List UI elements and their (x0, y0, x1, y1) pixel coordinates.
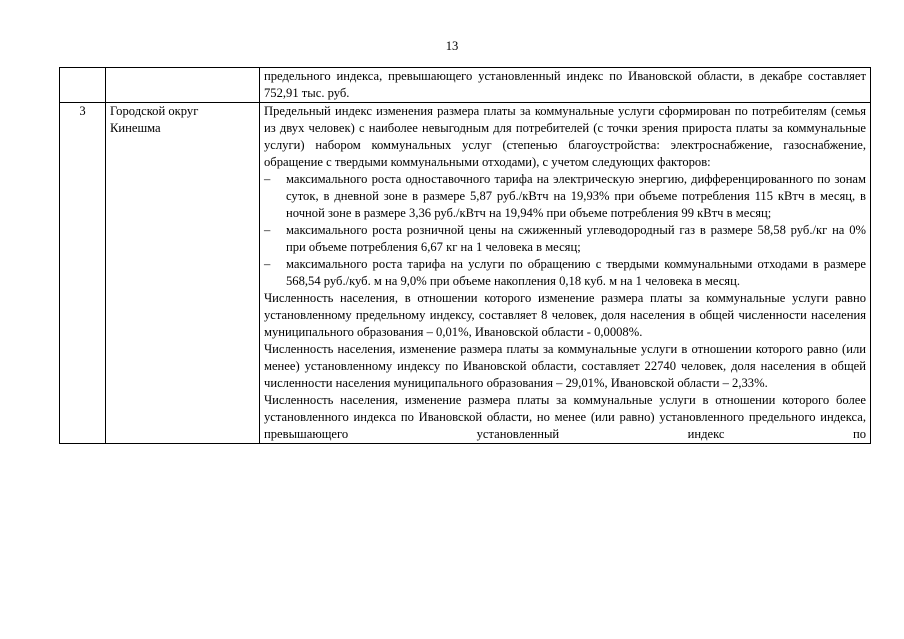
municipality-cell (106, 103, 260, 444)
intro-paragraph: Предельный индекс изменения размера платы за коммунальные услуги сформирован по потребителям (семья из двух человек) с наиболее невыгодным для потребителей (с точки зрения прироста платы за коммунальные услуги) набором коммунальных услуг (степенью благоустройства: электроснабжение, газоснабжение, обращение с твердыми коммунальными отходами), с учетом следующих факторов: (264, 104, 866, 169)
list-item-text: максимального роста одноставочного тарифа на электрическую энергию, дифференцированного по зонам суток, в дневной зоне в размере 5,87 руб./кВтч на 19,93% при объеме потребления 115 кВтч в месяц, в ночной зоне в размере 3,36 руб./кВтч на 19,94% при объеме потребления 99 кВтч в месяц; (286, 172, 866, 220)
list-item (264, 222, 866, 256)
description-cell (260, 68, 871, 103)
continuation-paragraph: предельного индекса, превышающего установленный индекс по Ивановской области, в декабре составляет 752,91 тыс. руб. (264, 69, 866, 100)
population-equal-paragraph: Численность населения, в отношении которого изменение размера платы за коммунальные услуги равно установленному предельному индексу, составляет 8 человек, доля населения в общей численности населения муниципального образования – 0,01%, Ивановской области - 0,0008%. (264, 291, 866, 339)
table-row (60, 68, 871, 103)
dash-marker: – (264, 223, 271, 237)
description-cell (260, 103, 871, 444)
list-item-text: максимального роста тарифа на услуги по обращению с твердыми коммунальными отходами в размере 568,54 руб./куб. м на 9,0% при объеме накопления 0,18 куб. м на 1 человека в месяц. (286, 257, 866, 288)
list-item-text: максимального роста розничной цены на сжиженный углеводородный газ в размере 58,58 руб./кг на 0% при объеме потребления 6,67 кг на 1 человека в месяц; (286, 223, 866, 254)
population-less-paragraph: Численность населения, изменение размера платы за коммунальные услуги в отношении которого равно (или менее) установленному индексу по Ивановской области, составляет 22740 человек, доля населения в общей численности населения муниципального образования – 29,01%, Ивановской области – 2,33%. (264, 342, 866, 390)
municipal-index-table (59, 67, 871, 444)
municipality-name-line-2: Кинешма (110, 121, 161, 135)
list-item (264, 171, 866, 222)
population-more-paragraph: Численность населения, изменение размера платы за коммунальные услуги в отношении которого более установленного индекса по Ивановской области, но менее (или равно) установленного предельного индекса, превышающего установленный индекс по (264, 393, 866, 441)
list-item (264, 256, 866, 290)
row-number-cell: 3 (60, 103, 106, 444)
dash-marker: – (264, 257, 271, 271)
municipality-cell (106, 68, 260, 103)
row-number-cell (60, 68, 106, 103)
table-row (60, 103, 871, 444)
municipality-name-line-1: Городской округ (110, 104, 199, 118)
page-number: 13 (445, 39, 459, 53)
dash-marker: – (264, 172, 271, 186)
